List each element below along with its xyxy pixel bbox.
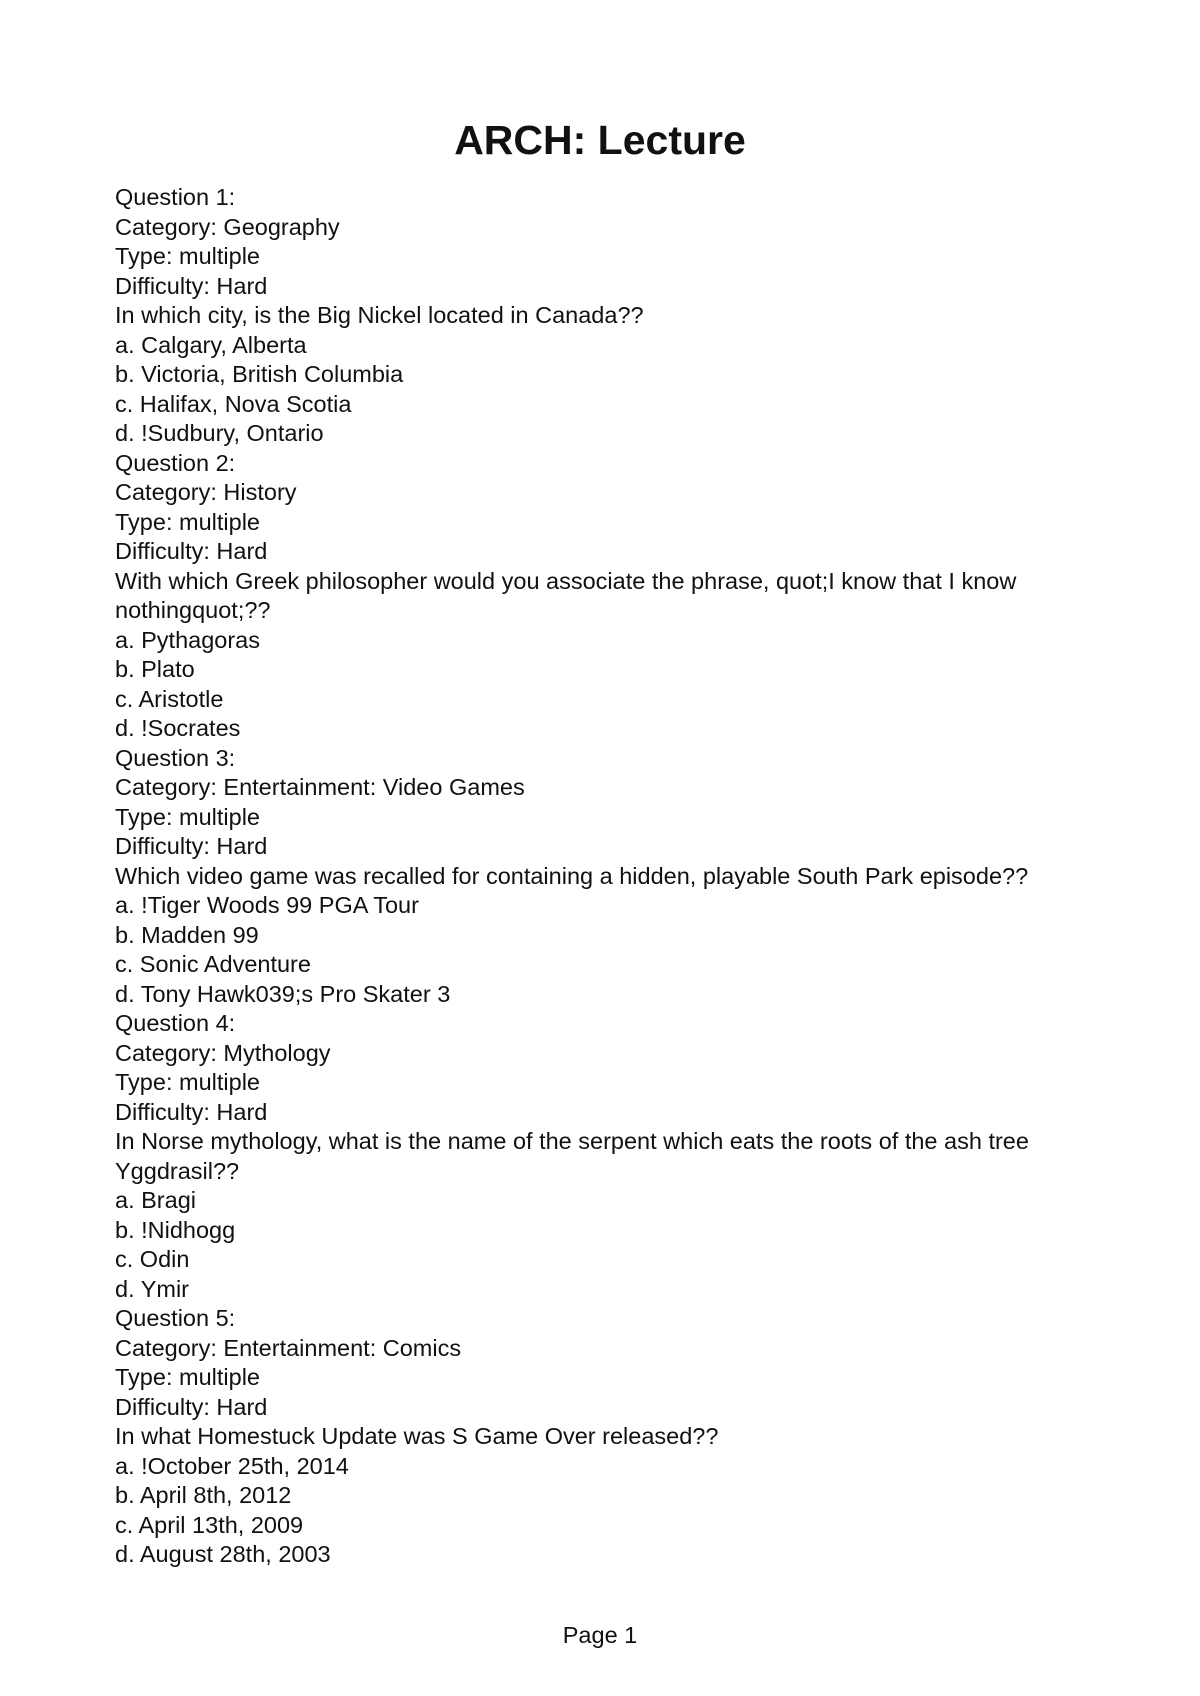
question-type: Type: multiple [115,1364,260,1390]
question-difficulty: Difficulty: Hard [115,1393,268,1420]
question-number: Question 5: [115,1305,236,1331]
question-category: Category: Entertainment: Comics [115,1334,462,1361]
question-difficulty: Difficulty: Hard [115,1098,268,1125]
question-number: Question 2: [115,449,236,476]
answer-option: a. Bragi [115,1187,196,1213]
question-category: Category: Mythology [115,1039,331,1066]
question-category: Category: Geography [115,213,340,240]
question-prompt: With which Greek philosopher would you associate the phrase, quot;I know that I know nothingquot;?? [115,567,1017,623]
answer-option: b. Plato [115,656,195,682]
answer-option: b. Madden 99 [115,921,259,948]
question-prompt: In Norse mythology, what is the name of the serpent which eats the roots of the ash tree Yggdrasil?? [115,1128,1029,1184]
answer-option: b. Victoria, British Columbia [115,361,404,387]
question-block [115,1009,1075,1304]
answer-option: b. April 8th, 2012 [115,1482,292,1508]
page-title: ARCH: Lecture [454,117,746,163]
question-difficulty: Difficulty: Hard [115,833,268,859]
question-type: Type: multiple [115,243,260,269]
answer-option: a. Pythagoras [115,626,261,653]
question-category: Category: Entertainment: Video Games [115,774,525,800]
question-difficulty: Difficulty: Hard [115,538,268,564]
question-block [115,1304,1075,1570]
answer-option: b. !Nidhogg [115,1216,236,1243]
question-category: Category: History [115,479,297,505]
question-type: Type: multiple [115,1069,260,1095]
question-prompt: In what Homestuck Update was S Game Over released?? [115,1423,719,1449]
question-type: Type: multiple [115,508,260,535]
answer-option: c. Halifax, Nova Scotia [115,390,352,417]
question-prompt: In which city, is the Big Nickel located in Canada?? [115,302,644,328]
answer-option: d. !Socrates [115,715,241,741]
question-number: Question 4: [115,1010,236,1036]
answer-option: a. !Tiger Woods 99 PGA Tour [115,892,419,918]
answer-option: d. August 28th, 2003 [115,1541,331,1567]
answer-option: c. Sonic Adventure [115,951,311,977]
question-block [115,449,1075,744]
answer-option: a. !October 25th, 2014 [115,1452,349,1479]
answer-option: c. Odin [115,1246,190,1272]
answer-option: d. !Sudbury, Ontario [115,420,324,446]
question-number: Question 1: [115,184,236,210]
question-prompt: Which video game was recalled for containing a hidden, playable South Park episode?? [115,862,1029,889]
answer-option: c. Aristotle [115,685,224,712]
question-number: Question 3: [115,744,236,771]
answer-option: a. Calgary, Alberta [115,331,307,358]
answer-option: d. Tony Hawk039;s Pro Skater 3 [115,980,451,1007]
question-block [115,183,1075,449]
question-difficulty: Difficulty: Hard [115,272,268,299]
question-block [115,744,1075,1010]
answer-option: d. Ymir [115,1275,189,1302]
answer-option: c. April 13th, 2009 [115,1511,304,1538]
question-type: Type: multiple [115,803,260,830]
question-list [115,183,1075,1570]
page-number: Page 1 [562,1622,638,1648]
